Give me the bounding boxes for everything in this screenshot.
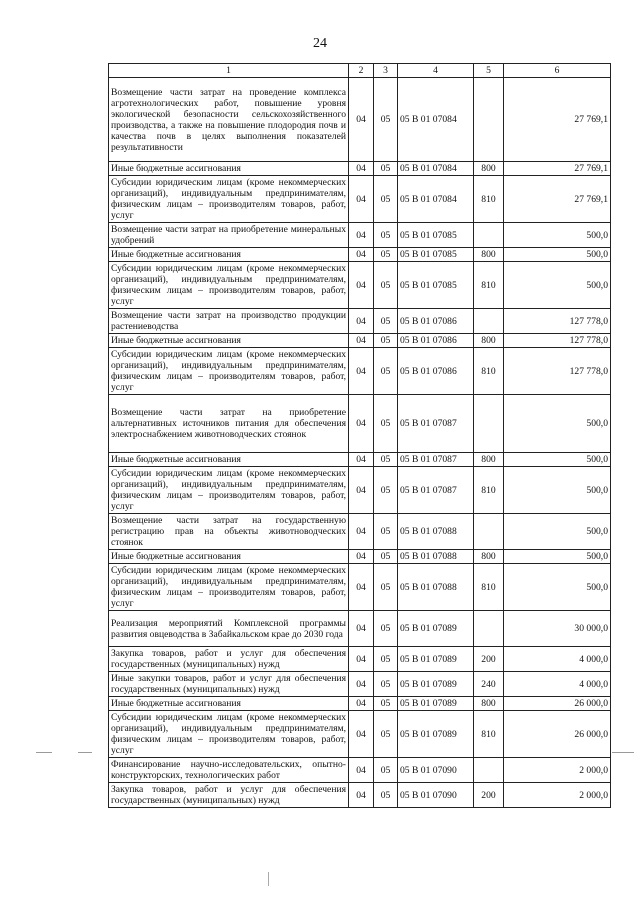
table-row bbox=[109, 672, 611, 697]
table-row bbox=[109, 248, 611, 262]
item-name: Субсидии юридическим лицам (кроме некоммерческих организаций), индивидуальным предпринимателям, физическим лицам – производителям товаров, работ, услуг bbox=[109, 262, 349, 309]
item-name: Иные закупки товаров, работ и услуг для обеспечения государственных (муниципальных) нужд bbox=[109, 672, 349, 697]
table-row bbox=[109, 697, 611, 711]
amount: 30 000,0 bbox=[504, 611, 611, 647]
column-header: 3 bbox=[374, 64, 398, 78]
table-row bbox=[109, 348, 611, 395]
expense-type-code bbox=[474, 611, 504, 647]
item-name: Субсидии юридическим лицам (кроме некоммерческих организаций), индивидуальным предпринимателям, физическим лицам – производителям товаров, работ, услуг bbox=[109, 348, 349, 395]
item-name: Закупка товаров, работ и услуг для обеспечения государственных (муниципальных) нужд bbox=[109, 783, 349, 808]
amount: 500,0 bbox=[504, 467, 611, 514]
target-article-code: 05 В 01 07090 bbox=[398, 758, 474, 783]
expense-type-code: 810 bbox=[474, 348, 504, 395]
table-header-row bbox=[109, 64, 611, 78]
item-name: Реализация мероприятий Комплексной программы развития овцеводства в Забайкальском крае до 2030 года bbox=[109, 611, 349, 647]
section-code: 04 bbox=[349, 395, 374, 453]
scan-artifact bbox=[78, 752, 92, 753]
amount: 127 778,0 bbox=[504, 348, 611, 395]
budget-table bbox=[108, 63, 611, 808]
section-code: 04 bbox=[349, 248, 374, 262]
target-article-code: 05 В 01 07089 bbox=[398, 611, 474, 647]
expense-type-code: 800 bbox=[474, 248, 504, 262]
subsection-code: 05 bbox=[374, 697, 398, 711]
table-row bbox=[109, 162, 611, 176]
item-name: Закупка товаров, работ и услуг для обеспечения государственных (муниципальных) нужд bbox=[109, 647, 349, 672]
expense-type-code: 810 bbox=[474, 176, 504, 223]
subsection-code: 05 bbox=[374, 309, 398, 334]
expense-type-code bbox=[474, 309, 504, 334]
amount: 500,0 bbox=[504, 248, 611, 262]
item-name: Возмещение части затрат на государственную регистрацию прав на объекты животноводческих стоянок bbox=[109, 514, 349, 550]
subsection-code: 05 bbox=[374, 395, 398, 453]
section-code: 04 bbox=[349, 611, 374, 647]
expense-type-code: 810 bbox=[474, 262, 504, 309]
item-name: Иные бюджетные ассигнования bbox=[109, 162, 349, 176]
section-code: 04 bbox=[349, 550, 374, 564]
column-header: 6 bbox=[504, 64, 611, 78]
subsection-code: 05 bbox=[374, 564, 398, 611]
table-row bbox=[109, 262, 611, 309]
section-code: 04 bbox=[349, 783, 374, 808]
expense-type-code: 800 bbox=[474, 453, 504, 467]
table-row bbox=[109, 514, 611, 550]
section-code: 04 bbox=[349, 467, 374, 514]
section-code: 04 bbox=[349, 514, 374, 550]
section-code: 04 bbox=[349, 162, 374, 176]
subsection-code: 05 bbox=[374, 248, 398, 262]
item-name: Иные бюджетные ассигнования bbox=[109, 453, 349, 467]
amount: 500,0 bbox=[504, 223, 611, 248]
amount: 500,0 bbox=[504, 453, 611, 467]
expense-type-code: 800 bbox=[474, 550, 504, 564]
subsection-code: 05 bbox=[374, 783, 398, 808]
table-row bbox=[109, 564, 611, 611]
page-number: 24 bbox=[313, 36, 327, 51]
amount: 27 769,1 bbox=[504, 162, 611, 176]
column-header: 5 bbox=[474, 64, 504, 78]
table-row bbox=[109, 783, 611, 808]
item-name: Возмещение части затрат на проведение комплекса агротехнологических работ, повышение уровня экологической безопасности сельскохозяйственного производства, а также на повышение плодородия почв и качества почв в целях выполнения показателей результативности bbox=[109, 78, 349, 162]
expense-type-code: 810 bbox=[474, 467, 504, 514]
subsection-code: 05 bbox=[374, 550, 398, 564]
target-article-code: 05 В 01 07084 bbox=[398, 78, 474, 162]
subsection-code: 05 bbox=[374, 453, 398, 467]
section-code: 04 bbox=[349, 78, 374, 162]
item-name: Возмещение части затрат на приобретение альтернативных источников питания для обеспечения электроснабжением животноводческих стоянок bbox=[109, 395, 349, 453]
expense-type-code: 810 bbox=[474, 711, 504, 758]
amount: 500,0 bbox=[504, 395, 611, 453]
expense-type-code bbox=[474, 758, 504, 783]
target-article-code: 05 В 01 07084 bbox=[398, 162, 474, 176]
section-code: 04 bbox=[349, 564, 374, 611]
amount: 127 778,0 bbox=[504, 334, 611, 348]
amount: 4 000,0 bbox=[504, 672, 611, 697]
target-article-code: 05 В 01 07087 bbox=[398, 453, 474, 467]
target-article-code: 05 В 01 07089 bbox=[398, 647, 474, 672]
expense-type-code: 200 bbox=[474, 647, 504, 672]
item-name: Иные бюджетные ассигнования bbox=[109, 248, 349, 262]
target-article-code: 05 В 01 07088 bbox=[398, 550, 474, 564]
amount: 27 769,1 bbox=[504, 78, 611, 162]
scan-artifact bbox=[268, 872, 269, 886]
subsection-code: 05 bbox=[374, 348, 398, 395]
table-row bbox=[109, 467, 611, 514]
table-row bbox=[109, 711, 611, 758]
subsection-code: 05 bbox=[374, 611, 398, 647]
target-article-code: 05 В 01 07087 bbox=[398, 395, 474, 453]
section-code: 04 bbox=[349, 672, 374, 697]
expense-type-code: 810 bbox=[474, 564, 504, 611]
target-article-code: 05 В 01 07086 bbox=[398, 334, 474, 348]
subsection-code: 05 bbox=[374, 467, 398, 514]
expense-type-code bbox=[474, 223, 504, 248]
table-row bbox=[109, 453, 611, 467]
subsection-code: 05 bbox=[374, 176, 398, 223]
expense-type-code bbox=[474, 514, 504, 550]
amount: 2 000,0 bbox=[504, 758, 611, 783]
table-row bbox=[109, 309, 611, 334]
target-article-code: 05 В 01 07090 bbox=[398, 783, 474, 808]
item-name: Иные бюджетные ассигнования bbox=[109, 697, 349, 711]
item-name: Субсидии юридическим лицам (кроме некоммерческих организаций), индивидуальным предпринимателям, физическим лицам – производителям товаров, работ, услуг bbox=[109, 711, 349, 758]
target-article-code: 05 В 01 07085 bbox=[398, 248, 474, 262]
item-name: Иные бюджетные ассигнования bbox=[109, 334, 349, 348]
column-header: 4 bbox=[398, 64, 474, 78]
target-article-code: 05 В 01 07089 bbox=[398, 697, 474, 711]
amount: 2 000,0 bbox=[504, 783, 611, 808]
subsection-code: 05 bbox=[374, 672, 398, 697]
target-article-code: 05 В 01 07088 bbox=[398, 514, 474, 550]
item-name: Субсидии юридическим лицам (кроме некоммерческих организаций), индивидуальным предпринимателям, физическим лицам – производителям товаров, работ, услуг bbox=[109, 176, 349, 223]
table-row bbox=[109, 176, 611, 223]
table-row bbox=[109, 758, 611, 783]
amount: 27 769,1 bbox=[504, 176, 611, 223]
subsection-code: 05 bbox=[374, 223, 398, 248]
section-code: 04 bbox=[349, 176, 374, 223]
section-code: 04 bbox=[349, 647, 374, 672]
section-code: 04 bbox=[349, 758, 374, 783]
target-article-code: 05 В 01 07089 bbox=[398, 672, 474, 697]
section-code: 04 bbox=[349, 453, 374, 467]
item-name: Возмещение части затрат на производство продукции растениеводства bbox=[109, 309, 349, 334]
table-row bbox=[109, 223, 611, 248]
table-row bbox=[109, 334, 611, 348]
expense-type-code: 800 bbox=[474, 697, 504, 711]
amount: 127 778,0 bbox=[504, 309, 611, 334]
expense-type-code: 800 bbox=[474, 162, 504, 176]
subsection-code: 05 bbox=[374, 711, 398, 758]
expense-type-code bbox=[474, 78, 504, 162]
target-article-code: 05 В 01 07086 bbox=[398, 309, 474, 334]
table-row bbox=[109, 647, 611, 672]
expense-type-code: 200 bbox=[474, 783, 504, 808]
table-row bbox=[109, 611, 611, 647]
item-name: Возмещение части затрат на приобретение минеральных удобрений bbox=[109, 223, 349, 248]
item-name: Субсидии юридическим лицам (кроме некоммерческих организаций), индивидуальным предпринимателям, физическим лицам – производителям товаров, работ, услуг bbox=[109, 467, 349, 514]
section-code: 04 bbox=[349, 711, 374, 758]
target-article-code: 05 В 01 07089 bbox=[398, 711, 474, 758]
target-article-code: 05 В 01 07085 bbox=[398, 223, 474, 248]
amount: 26 000,0 bbox=[504, 697, 611, 711]
column-header: 2 bbox=[349, 64, 374, 78]
amount: 500,0 bbox=[504, 550, 611, 564]
amount: 500,0 bbox=[504, 262, 611, 309]
item-name: Иные бюджетные ассигнования bbox=[109, 550, 349, 564]
amount: 26 000,0 bbox=[504, 711, 611, 758]
amount: 500,0 bbox=[504, 564, 611, 611]
target-article-code: 05 В 01 07084 bbox=[398, 176, 474, 223]
expense-type-code: 800 bbox=[474, 334, 504, 348]
subsection-code: 05 bbox=[374, 262, 398, 309]
table-body bbox=[109, 78, 611, 808]
expense-type-code: 240 bbox=[474, 672, 504, 697]
scan-artifact bbox=[612, 752, 634, 753]
subsection-code: 05 bbox=[374, 647, 398, 672]
target-article-code: 05 В 01 07087 bbox=[398, 467, 474, 514]
expense-type-code bbox=[474, 395, 504, 453]
subsection-code: 05 bbox=[374, 514, 398, 550]
amount: 500,0 bbox=[504, 514, 611, 550]
section-code: 04 bbox=[349, 309, 374, 334]
section-code: 04 bbox=[349, 223, 374, 248]
section-code: 04 bbox=[349, 697, 374, 711]
item-name: Финансирование научно-исследовательских, опытно-конструкторских, технологических работ bbox=[109, 758, 349, 783]
table-row bbox=[109, 550, 611, 564]
table-row bbox=[109, 78, 611, 162]
section-code: 04 bbox=[349, 262, 374, 309]
subsection-code: 05 bbox=[374, 78, 398, 162]
table-row bbox=[109, 395, 611, 453]
subsection-code: 05 bbox=[374, 162, 398, 176]
column-header: 1 bbox=[109, 64, 349, 78]
target-article-code: 05 В 01 07086 bbox=[398, 348, 474, 395]
section-code: 04 bbox=[349, 348, 374, 395]
subsection-code: 05 bbox=[374, 334, 398, 348]
subsection-code: 05 bbox=[374, 758, 398, 783]
target-article-code: 05 В 01 07085 bbox=[398, 262, 474, 309]
item-name: Субсидии юридическим лицам (кроме некоммерческих организаций), индивидуальным предпринимателям, физическим лицам – производителям товаров, работ, услуг bbox=[109, 564, 349, 611]
amount: 4 000,0 bbox=[504, 647, 611, 672]
scan-artifact bbox=[36, 752, 52, 753]
target-article-code: 05 В 01 07088 bbox=[398, 564, 474, 611]
section-code: 04 bbox=[349, 334, 374, 348]
